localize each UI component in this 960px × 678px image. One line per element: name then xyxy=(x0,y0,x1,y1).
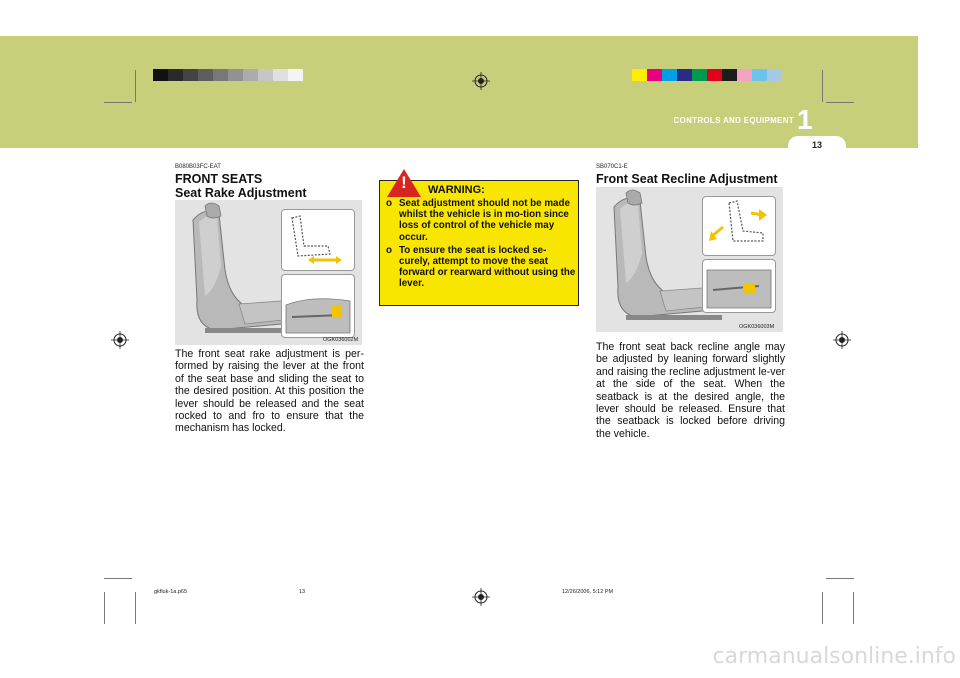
section-title: Front Seat Recline Adjustment xyxy=(596,172,778,186)
color-swatch xyxy=(168,69,183,81)
header-band xyxy=(0,36,918,148)
crop-mark xyxy=(853,592,854,624)
seat-recline-figure xyxy=(596,187,783,332)
seat-outline-icon xyxy=(703,197,775,255)
body-text: The front seat back recline angle may be adjusted by leaning forward slightly and raising the recline adjustment le-ver at the side of the seat. When the seatback is at the desired angle, the lever should be released. Ensure that the seatback is locked before driving the vehicle. xyxy=(596,341,785,440)
chapter-title: CONTROLS AND EQUIPMENT xyxy=(673,116,794,125)
warning-item: o To ensure the seat is locked se-curely, attempt to move the seat forward or rearward without using the lever. xyxy=(386,244,576,290)
footer-file: gkfluk-1a.p65 xyxy=(154,589,188,595)
subsection-title: Seat Rake Adjustment xyxy=(175,186,307,200)
figure-caption: OGK036002M xyxy=(323,337,359,343)
color-strip xyxy=(632,69,782,81)
color-swatch xyxy=(228,69,243,81)
color-swatch xyxy=(647,69,662,81)
page-number: 13 xyxy=(811,140,822,150)
color-swatch xyxy=(243,69,258,81)
section-code: B080B03FC-EAT xyxy=(175,164,221,170)
lever-inset-bottom xyxy=(281,274,355,338)
footer-page: 13 xyxy=(299,589,306,595)
color-swatch xyxy=(632,69,647,81)
crop-mark xyxy=(104,102,132,103)
color-swatch xyxy=(153,69,168,81)
warning-list xyxy=(386,198,576,292)
crop-mark xyxy=(826,102,854,103)
color-swatch xyxy=(183,69,198,81)
registration-mark-icon xyxy=(833,331,851,349)
registration-mark-icon xyxy=(472,72,490,90)
color-swatch xyxy=(707,69,722,81)
recline-inset-bottom xyxy=(702,259,776,313)
watermark: carmanualsonline.info xyxy=(712,644,956,669)
crop-mark xyxy=(104,592,105,624)
footer-timestamp: 12/26/2006, 5:12 PM xyxy=(562,589,614,595)
recline-inset-top xyxy=(702,196,776,256)
figure-caption: OGK036003M xyxy=(739,324,775,330)
section-title: FRONT SEATS xyxy=(175,172,263,186)
seat-outline-icon xyxy=(282,210,354,270)
lever-closeup-icon xyxy=(703,260,775,312)
crop-mark xyxy=(135,70,136,102)
registration-mark-icon xyxy=(472,588,490,606)
crop-mark xyxy=(826,578,854,579)
color-swatch xyxy=(198,69,213,81)
color-swatch xyxy=(752,69,767,81)
color-swatch xyxy=(737,69,752,81)
chapter-number: 1 xyxy=(797,104,813,135)
crop-mark xyxy=(822,70,823,102)
grayscale-strip xyxy=(153,69,303,81)
color-swatch xyxy=(722,69,737,81)
color-swatch xyxy=(677,69,692,81)
seat-rake-figure xyxy=(175,200,362,345)
warning-title: WARNING: xyxy=(428,184,485,196)
crop-mark xyxy=(104,578,132,579)
body-text: The front seat rake adjustment is per-formed by raising the lever at the front of the seat base and sliding the seat to the desired position. At this position the lever should be released and the seat rocked to and fro to ensure that the mechanism has locked. xyxy=(175,348,364,435)
lever-closeup-icon xyxy=(282,275,354,337)
color-swatch xyxy=(288,69,303,81)
registration-mark-icon xyxy=(111,331,129,349)
color-swatch xyxy=(213,69,228,81)
warning-item: o Seat adjustment should not be made whilst the vehicle is in mo-tion since loss of control of the vehicle may occur. xyxy=(386,198,570,243)
lever-inset-top xyxy=(281,209,355,271)
color-swatch xyxy=(258,69,273,81)
crop-mark xyxy=(135,592,136,624)
color-swatch xyxy=(273,69,288,81)
warning-exclamation: ! xyxy=(401,173,407,192)
crop-mark xyxy=(822,592,823,624)
color-swatch xyxy=(767,69,782,81)
color-swatch xyxy=(692,69,707,81)
color-swatch xyxy=(662,69,677,81)
section-code: SB070C1-E xyxy=(596,164,628,170)
